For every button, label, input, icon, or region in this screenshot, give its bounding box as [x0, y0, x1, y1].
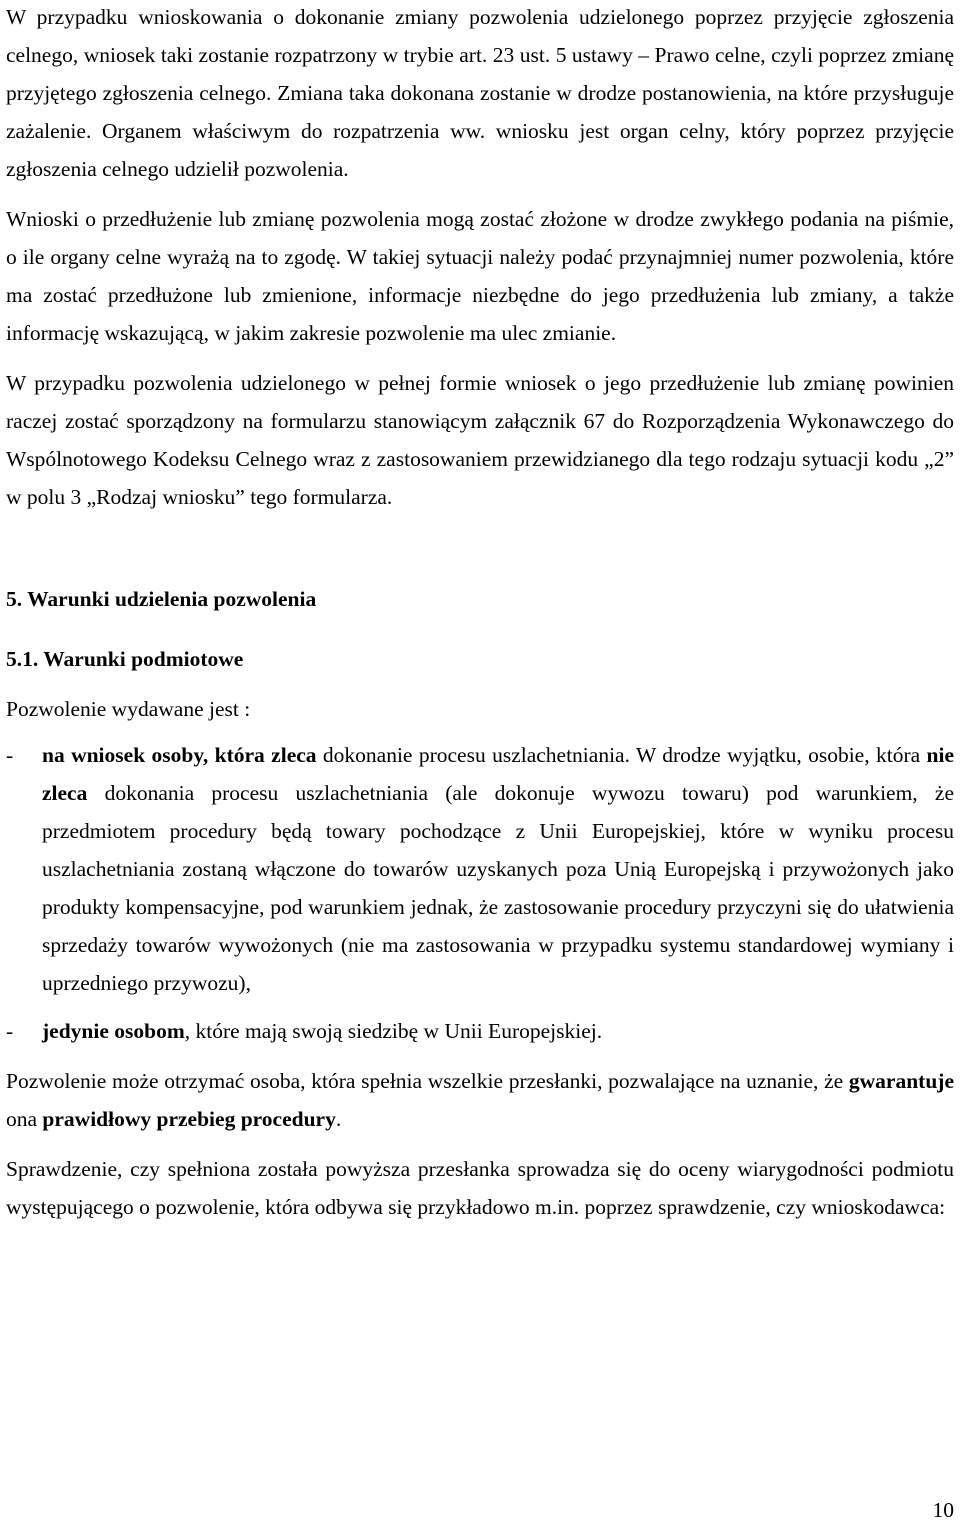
bold-phrase: na wniosek osoby, która zleca — [42, 743, 317, 767]
paragraph-text: . — [335, 1107, 342, 1131]
subsection-heading: 5.1. Warunki podmiotowe — [6, 647, 244, 671]
paragraph-written-application: Wnioski o przedłużenie lub zmianę pozwolenia mogą zostać złożone w drodze zwykłego podania na piśmie, o ile organy celne wyrażą na to zgodę. W takiej sytuacji należy podać przynajmniej numer pozwolenia, które ma zostać przedłużone lub zmienione, informacje niezbędne do jego przedłużenia lub zmiany, a także informację wskazującą, w jakim zakresie pozwolenie ma ulec zmianie. — [6, 207, 954, 345]
list-item — [6, 1012, 954, 1050]
page-number: 10 — [932, 1498, 954, 1522]
list-item — [6, 736, 954, 1002]
list-item-text: dokonanie procesu uszlachetniania. W drodze wyjątku, osobie, która — [316, 743, 927, 767]
paragraph-guarantee — [6, 1062, 954, 1138]
list-intro: Pozwolenie wydawane jest : — [6, 697, 251, 721]
bold-phrase: gwarantuje — [848, 1069, 954, 1093]
list-dash: - — [6, 1019, 14, 1043]
document-page — [6, 0, 954, 1226]
paragraph-verification: Sprawdzenie, czy spełniona została powyższa przesłanka sprowadza się do oceny wiarygodności podmiotu występującego o pozwolenie, która odbywa się przykładowo m.in. poprzez sprawdzenie, czy wnioskodawca: — [6, 1157, 954, 1219]
list-item-text: dokonania procesu uszlachetniania (ale dokonuje wywozu towaru) pod warunkiem, że przedmiotem procedury będą towary pochodzące z Unii Europejskiej, które w wyniku procesu uszlachetniania zostaną włączone do towarów uzyskanych poza Unią Europejską i przywożonych jako produkty kompensacyjne, pod warunkiem jednak, że zastosowanie procedury przyczyni się do ułatwienia sprzedaży towarów wywożonych (nie ma zastosowania w przypadku systemu standardowej wymiany i uprzedniego przywozu), — [42, 781, 954, 995]
bold-phrase: jedynie osobom — [42, 1019, 185, 1043]
bold-phrase: nie zleca — [42, 743, 955, 805]
section-heading: 5. Warunki udzielenia pozwolenia — [6, 587, 317, 611]
list-item-text: , które mają swoją siedzibę w Unii Europejskiej. — [184, 1019, 603, 1043]
paragraph-text: ona — [6, 1107, 43, 1131]
conditions-list — [6, 736, 954, 1050]
paragraph-amendment-procedure: W przypadku wnioskowania o dokonanie zmiany pozwolenia udzielonego poprzez przyjęcie zgłoszenia celnego, wniosek taki zostanie rozpatrzony w trybie art. 23 ust. 5 ustawy – Prawo celne, czyli poprzez zmianę przyjętego zgłoszenia celnego. Zmiana taka dokonana zostanie w drodze postanowienia, na które przysługuje zażalenie. Organem właściwym do rozpatrzenia ww. wniosku jest organ celny, który poprzez przyjęcie zgłoszenia celnego udzielił pozwolenia. — [6, 5, 954, 181]
paragraph-text: Pozwolenie może otrzymać osoba, która spełnia wszelkie przesłanki, pozwalające na uznanie, że — [6, 1069, 849, 1093]
paragraph-full-form-permit: W przypadku pozwolenia udzielonego w pełnej formie wniosek o jego przedłużenie lub zmianę powinien raczej zostać sporządzony na formularzu stanowiącym załącznik 67 do Rozporządzenia Wykonawczego do Wspólnotowego Kodeksu Celnego wraz z zastosowaniem przewidzianego dla tego rodzaju sytuacji kodu „2” w polu 3 „Rodzaj wniosku” tego formularza. — [6, 371, 954, 509]
list-dash: - — [6, 743, 14, 767]
bold-phrase: prawidłowy przebieg procedury — [42, 1107, 336, 1131]
